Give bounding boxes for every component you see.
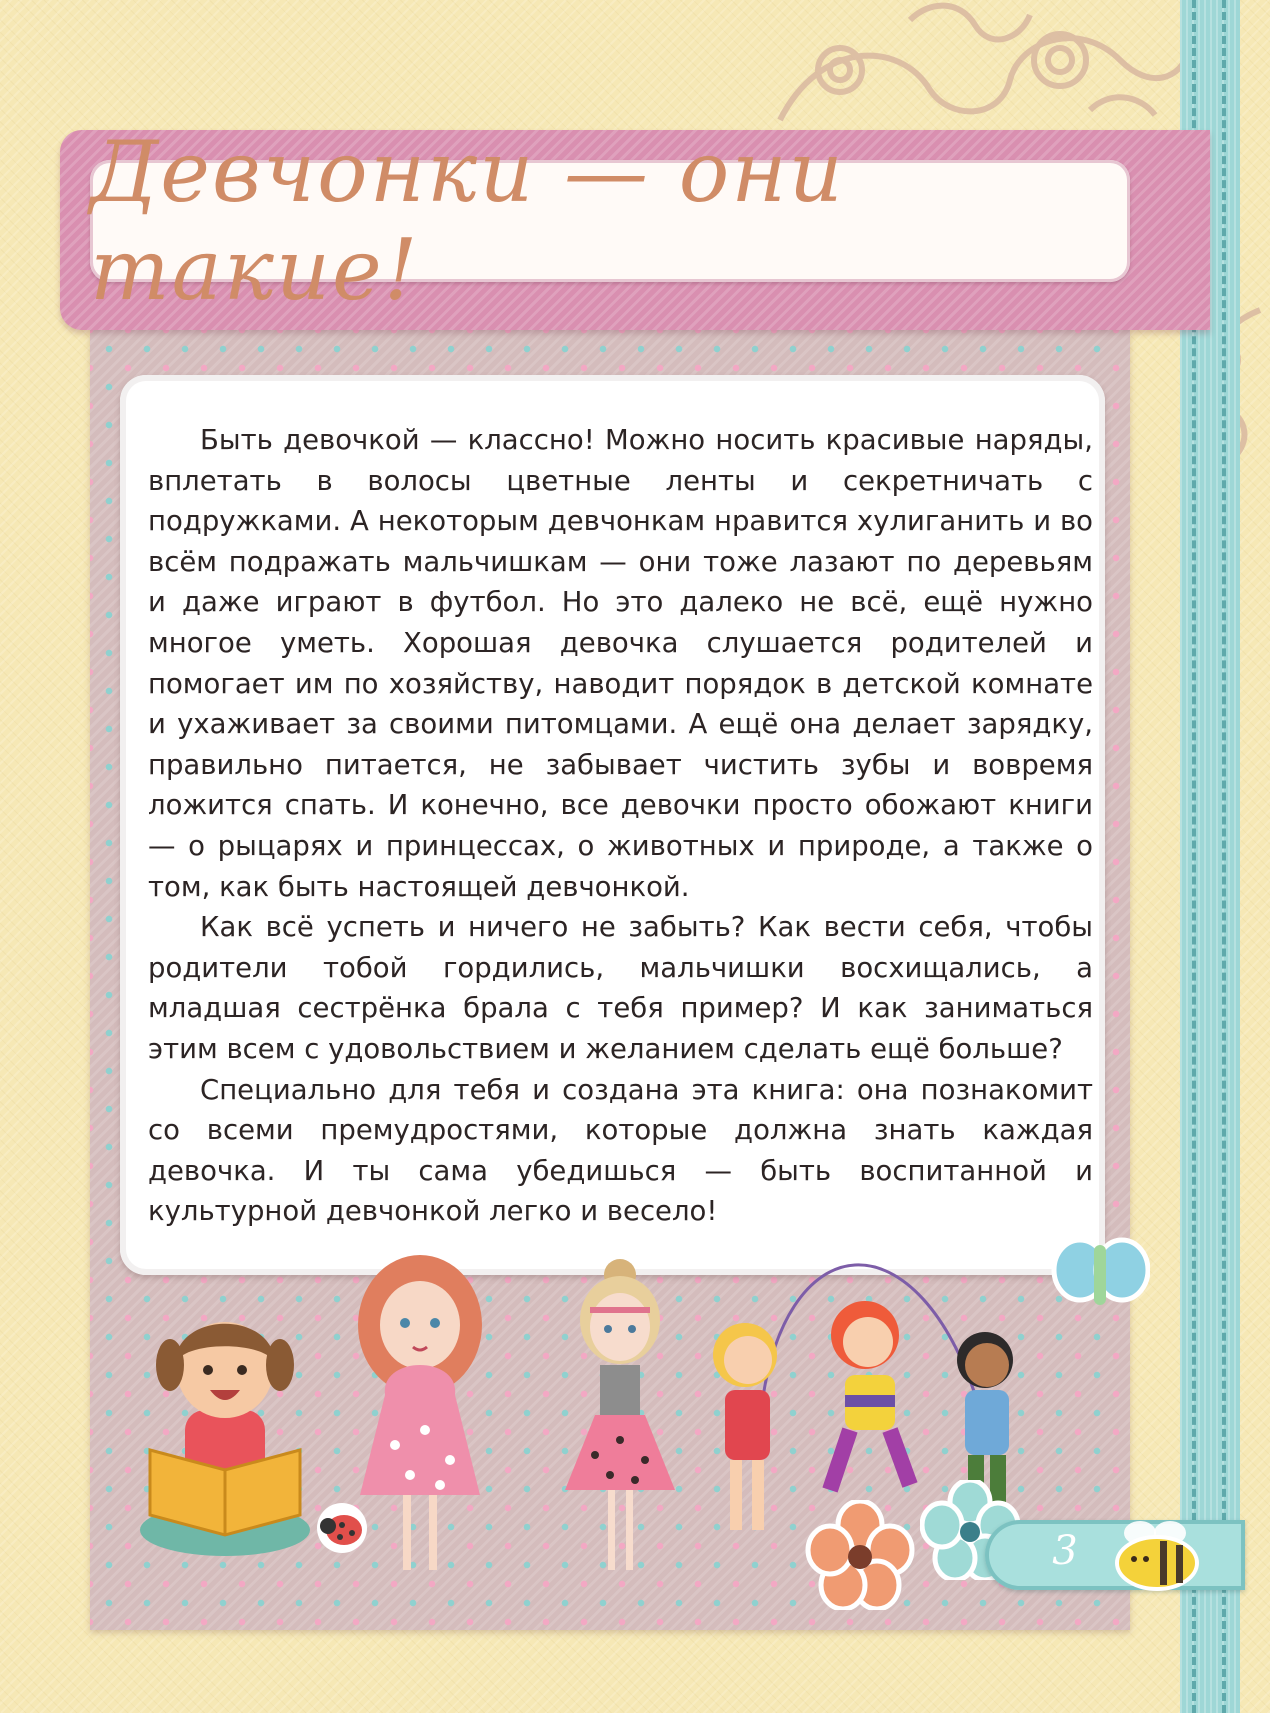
flower-orange-sticker-icon [805, 1500, 915, 1610]
title-box [90, 123, 1130, 319]
ladybug-sticker-icon [312, 1500, 372, 1555]
dancer-girl-illustration [550, 1255, 690, 1585]
page-number: 3 [1052, 1528, 1078, 1574]
girl-reading-book-illustration [130, 1290, 320, 1560]
butterfly-sticker-icon [1050, 1230, 1150, 1320]
side-stitch-line [1222, 0, 1226, 1713]
paragraph: Как всё успеть и ничего не забыть? Как вести себя, чтобы родители тобой гордились, мальчишки восхищались, а младшая сестрёнка брала с тебя пример? И как заниматься этим всем с удовольствием и желанием сделать ещё больше? [148, 911, 1093, 1065]
body-text [148, 420, 1093, 1232]
lace-ornament-top [760, 0, 1200, 130]
page-title: Девчонки — они такие! [90, 123, 845, 319]
bee-icon [1110, 1515, 1205, 1595]
paragraph: Специально для тебя и создана эта книга: она познакомит со всеми премудростями, которые должна знать каждая девочка. И ты сама убедишься — быть воспитанной и культурной девчонкой легко и весело! [148, 1073, 1093, 1228]
paragraph: Быть девочкой — классно! Можно носить красивые наряды, вплетать в волосы цветные ленты и секретничать с подружками. А некоторым девчонкам нравится хулиганить и во всём подражать мальчишкам — они тоже лазают по деревьям и даже играют в футбол. Но это далеко не всё, ещё нужно многое уметь. Хорошая девочка слушается родителей и помогает им по хозяйству, наводит порядок в детской комнате и ухаживает за своими питомцами. А ещё она делает зарядку, правильно питается, не забывает чистить зубы и вовремя ложится спать. И конечно, все девочки просто обожают книги — о рыцарях и принцессах, о животных и природе, а также о том, как быть настоящей девчонкой. [148, 424, 1093, 903]
